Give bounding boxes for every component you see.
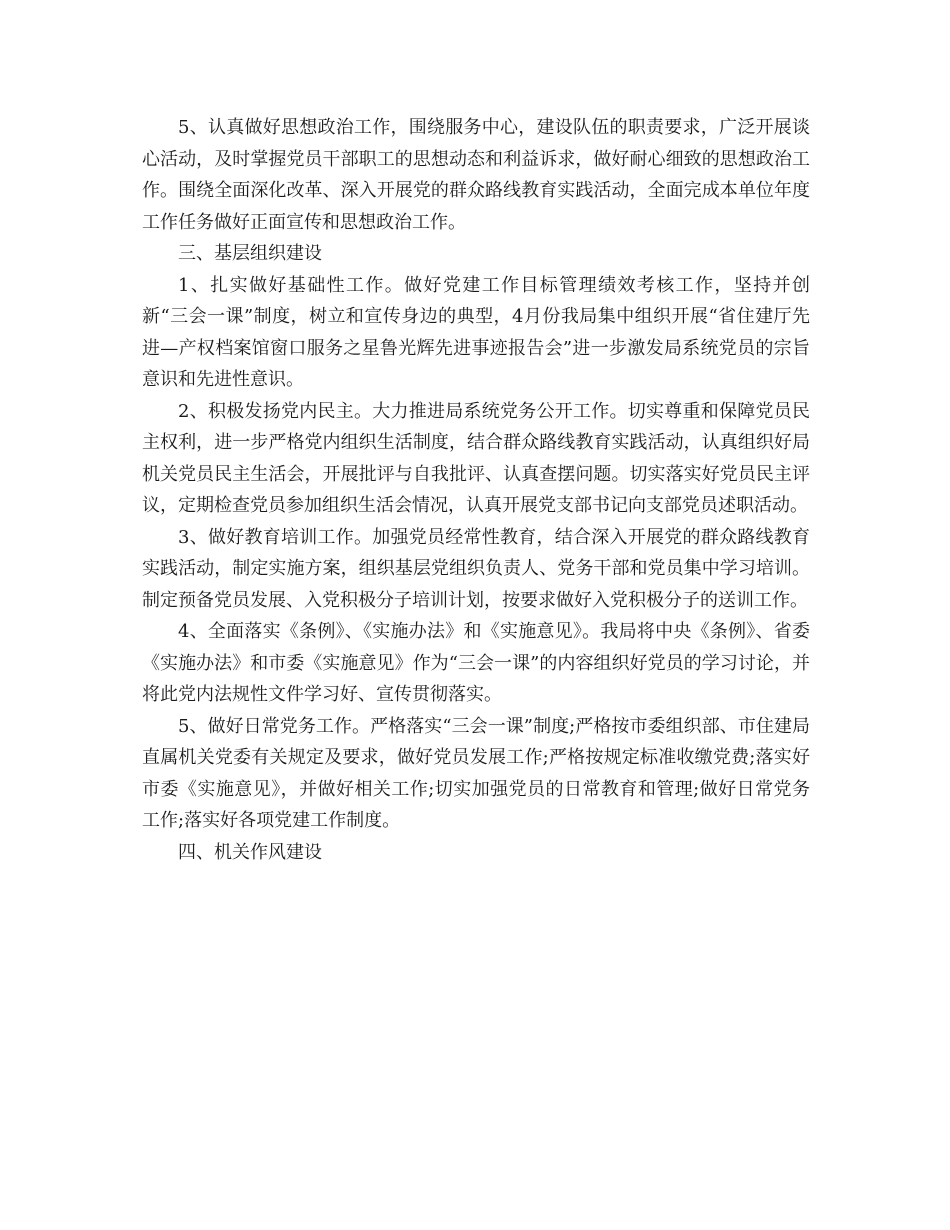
document-body [142, 112, 810, 868]
paragraph-inner-party-democracy: 2、积极发扬党内民主。大力推进局系统党务公开工作。切实尊重和保障党员民主权利，进一步严格党内组织生活制度，结合群众路线教育实践活动，认真组织好局机关党员民主生活会，开展批评与自我批评、认真查摆问题。切实落实好党员民主评议，定期检查党员参加组织生活会情况，认真开展党支部书记向支部党员述职活动。 [142, 400, 810, 516]
section-heading-work-style: 四、机关作风建设 [178, 841, 322, 863]
paragraph-education-training: 3、做好教育培训工作。加强党员经常性教育，结合深入开展党的群众路线教育实践活动，制定实施方案，组织基层党组织负责人、党务干部和党员集中学习培训。制定预备党员发展、入党积极分子培训计划，按要求做好入党积极分子的送训工作。 [142, 526, 810, 611]
paragraph-regulations: 4、全面落实《条例》、《实施办法》和《实施意见》。我局将中央《条例》、省委《实施办法》和市委《实施意见》作为“三会一课”的内容组织好党员的学习讨论，并将此党内法规性文件学习好、宣传贯彻落实。 [142, 621, 810, 705]
paragraph-ideological-work: 5、认真做好思想政治工作，围绕服务中心，建设队伍的职责要求，广泛开展谈心活动，及时掌握党员干部职工的思想动态和利益诉求，做好耐心细致的思想政治工作。围绕全面深化改革、深入开展党的群众路线教育实践活动，全面完成本单位年度工作任务做好正面宣传和思想政治工作。 [142, 117, 810, 233]
paragraph-basic-work: 1、扎实做好基础性工作。做好党建工作目标管理绩效考核工作，坚持并创新“三会一课”制度，树立和宣传身边的典型，4月份我局集中组织开展“省住建厅先进—产权档案馆窗口服务之星鲁光辉先进事迹报告会”进一步激发局系统党员的宗旨意识和先进性意识。 [142, 274, 810, 390]
paragraph-daily-party-affairs: 5、做好日常党务工作。严格落实“三会一课”制度;严格按市委组织部、市住建局直属机关党委有关规定及要求，做好党员发展工作;严格按规定标准收缴党费;落实好市委《实施意见》，并做好相关工作;切实加强党员的日常教育和管理;做好日常党务工作;落实好各项党建工作制度。 [142, 715, 810, 831]
section-heading-grassroots: 三、基层组织建设 [178, 243, 322, 264]
